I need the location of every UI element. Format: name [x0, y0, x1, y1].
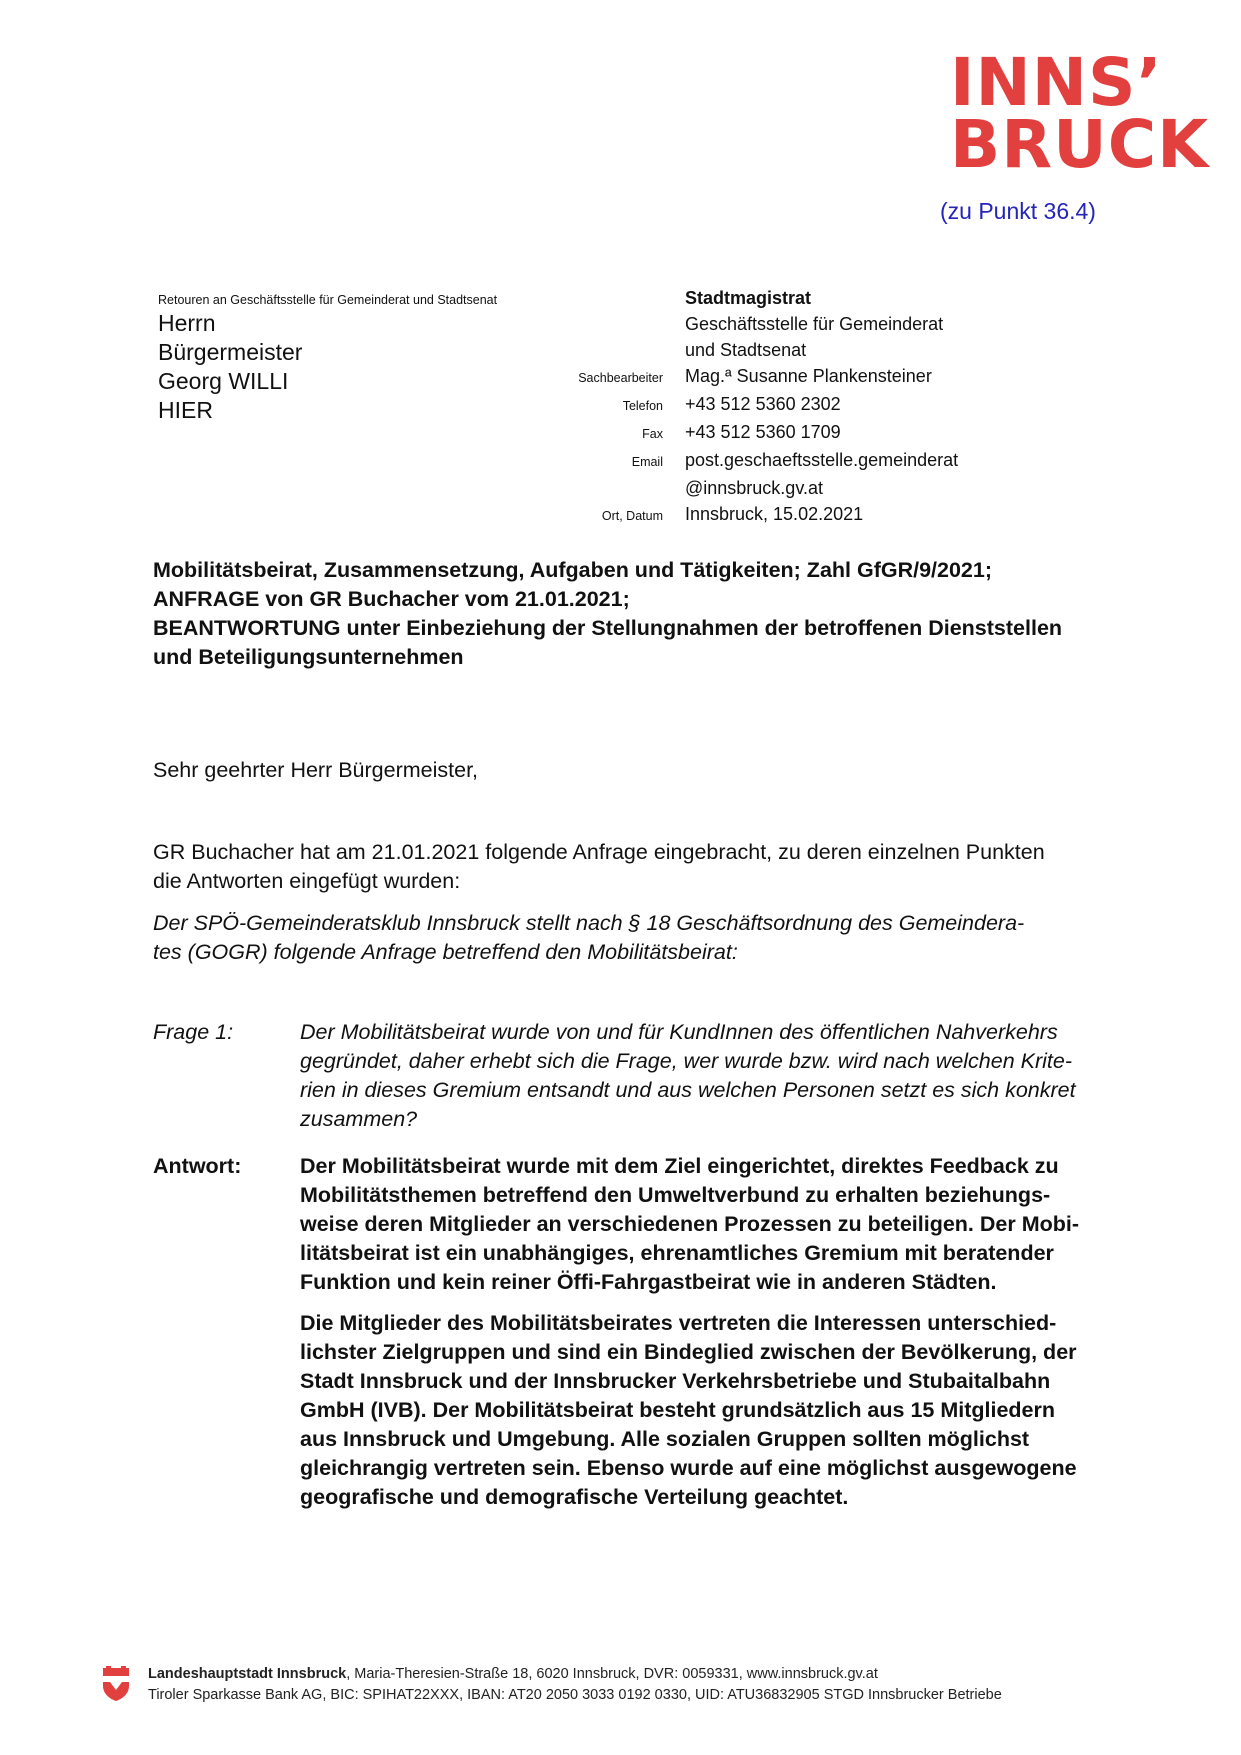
question-label: Frage 1: — [153, 1020, 234, 1044]
innsbruck-logo — [950, 44, 1210, 183]
return-address-line: Retouren an Geschäftsstelle für Gemeinderat und Stadtsenat — [158, 293, 498, 307]
logo-line-2: BRUCK — [950, 106, 1210, 183]
date-row — [520, 501, 1020, 529]
footer-line-2: Tiroler Sparkasse Bank AG, BIC: SPIHAT22XXX, IBAN: AT20 2050 3033 0192 0330, UID: ATU36832905 STGD Innsbrucker Betriebe — [148, 1687, 1002, 1703]
quote-line: tes (GOGR) folgende Anfrage betreffend den Mobilitätsbeirat: — [153, 940, 738, 964]
footer-address: , Maria-Theresien-Straße 18, 6020 Innsbruck, DVR: 0059331, www.innsbruck.gv.at — [346, 1666, 878, 1682]
sender-title: Stadtmagistrat — [685, 288, 812, 308]
answer-line: gleichrangig vertreten sein. Ebenso wurde auf eine möglichst ausgewogene — [300, 1456, 1077, 1480]
question-line: zusammen? — [300, 1107, 418, 1131]
fax-row — [520, 419, 1020, 447]
fax-label: Fax — [642, 427, 663, 441]
clerk-label: Sachbearbeiter — [578, 371, 663, 385]
footer-org: Landeshauptstadt Innsbruck — [148, 1666, 347, 1682]
sender-department: und Stadtsenat — [685, 340, 807, 360]
quote-line: Der SPÖ-Gemeinderatsklub Innsbruck stellt nach § 18 Geschäftsordnung des Gemeindera- — [153, 911, 1025, 935]
footer-line-1 — [148, 1664, 1002, 1685]
email-label: Email — [631, 455, 663, 469]
phone-value: +43 512 5360 2302 — [685, 394, 841, 414]
clerk-value: Mag.ª Susanne Plankensteiner — [685, 366, 932, 386]
recipient-line: Georg WILLI — [158, 368, 289, 394]
answer-text — [300, 1152, 1138, 1524]
subject-line: ANFRAGE von GR Buchacher vom 21.01.2021; — [153, 587, 630, 611]
intro-line: GR Buchacher hat am 21.01.2021 folgende Anfrage eingebracht, zu deren einzelnen Punkten — [153, 840, 1045, 864]
answer-line: litätsbeirat ist ein unabhängiges, ehrenamtliches Gremium mit beratender — [300, 1241, 1054, 1265]
subject-line: und Beteiligungsunternehmen — [153, 645, 464, 669]
fax-value: +43 512 5360 1709 — [685, 422, 841, 442]
phone-label: Telefon — [622, 399, 663, 413]
footer-text — [148, 1664, 1002, 1706]
answer-line: GmbH (IVB). Der Mobilitätsbeirat besteht grundsätzlich aus 15 Mitgliedern — [300, 1398, 1055, 1422]
email-value: post.geschaeftsstelle.gemeinderat — [685, 450, 959, 470]
phone-row — [520, 391, 1020, 419]
date-label: Ort, Datum — [601, 509, 663, 523]
sender-department: Geschäftsstelle für Gemeinderat — [685, 314, 944, 334]
recipient-line: Herrn — [158, 310, 216, 336]
answer-line: geografische und demografische Verteilung geachtet. — [300, 1485, 849, 1509]
recipient-line: Bürgermeister — [158, 339, 303, 365]
answer-line: aus Innsbruck und Umgebung. Alle sozialen Gruppen sollten möglichst — [300, 1427, 1030, 1451]
agenda-reference: (zu Punkt 36.4) — [940, 198, 1096, 224]
email-value: @innsbruck.gv.at — [685, 478, 823, 498]
intro-line: die Antworten eingefügt wurden: — [153, 869, 461, 893]
answer-line: Die Mitglieder des Mobilitätsbeirates vertreten die Interessen unterschied- — [300, 1311, 1057, 1335]
intro-paragraph — [153, 838, 1133, 896]
answer-line: lichster Zielgruppen und sind ein Bindeglied zwischen der Bevölkerung, der — [300, 1340, 1077, 1364]
clerk-row — [520, 363, 1020, 391]
subject-line: Mobilitätsbeirat, Zusammensetzung, Aufgaben und Tätigkeiten; Zahl GfGR/9/2021; — [153, 558, 993, 582]
question-line: rien in dieses Gremium entsandt und aus welchen Personen setzt es sich konkret — [300, 1078, 1076, 1102]
answer-paragraph-1 — [300, 1152, 1138, 1297]
email-row — [520, 447, 1020, 475]
footer — [100, 1664, 1160, 1706]
recipient-address — [158, 309, 302, 425]
salutation: Sehr geehrter Herr Bürgermeister, — [153, 758, 479, 782]
answer-paragraph-2 — [300, 1309, 1138, 1512]
answer-1 — [153, 1152, 1138, 1524]
answer-line: Der Mobilitätsbeirat wurde mit dem Ziel eingerichtet, direktes Feedback zu — [300, 1154, 1059, 1178]
question-line: gegründet, daher erhebt sich die Frage, wer wurde bzw. wird nach welchen Krite- — [300, 1049, 1073, 1073]
quoted-request-intro — [153, 909, 1133, 967]
recipient-line: HIER — [158, 397, 213, 423]
date-value: Innsbruck, 15.02.2021 — [685, 504, 864, 524]
answer-line: Stadt Innsbruck und der Innsbrucker Verkehrsbetriebe und Stubaitalbahn — [300, 1369, 1051, 1393]
question-line: Der Mobilitätsbeirat wurde von und für KundInnen des öffentlichen Nahverkehrs — [300, 1020, 1058, 1044]
sender-title-row — [520, 285, 1020, 311]
answer-line: Mobilitätsthemen betreffend den Umweltverbund zu erhalten beziehungs- — [300, 1183, 1051, 1207]
sender-block — [520, 285, 1020, 529]
answer-line: weise deren Mitglieder an verschiedenen Prozessen zu beteiligen. Der Mobi- — [300, 1212, 1079, 1236]
answer-label: Antwort: — [153, 1154, 242, 1178]
answer-line: Funktion und kein reiner Öffi-Fahrgastbeirat wie in anderen Städten. — [300, 1270, 997, 1294]
question-1 — [153, 1018, 1138, 1134]
question-text — [300, 1018, 1138, 1134]
city-emblem-icon — [100, 1666, 132, 1702]
logo-line-1: INNS’ — [950, 44, 1163, 121]
subject — [153, 556, 1143, 672]
subject-line: BEANTWORTUNG unter Einbeziehung der Stellungnahmen der betroffenen Dienststellen — [153, 616, 1063, 640]
